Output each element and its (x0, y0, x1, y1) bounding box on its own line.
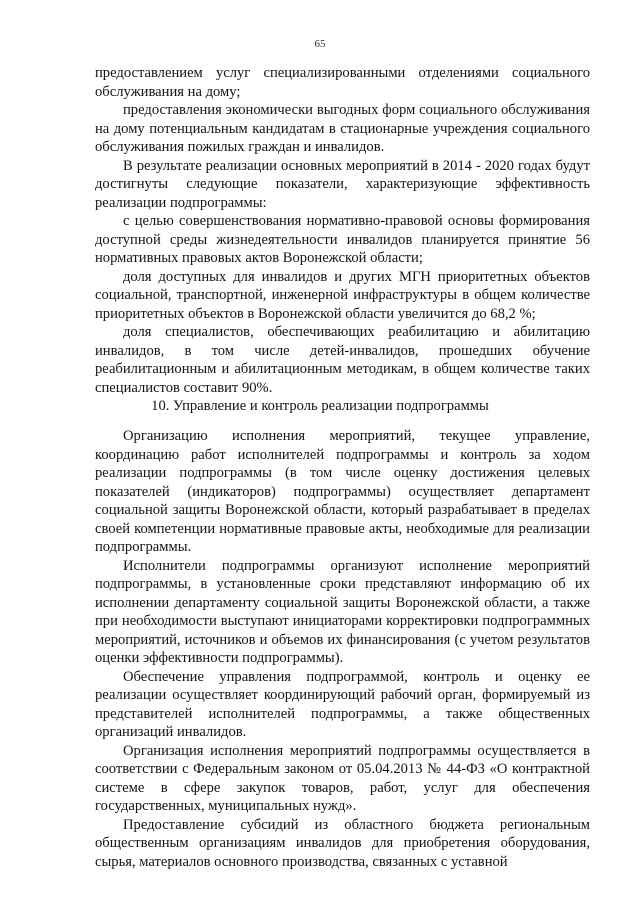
paragraph: доля специалистов, обеспечивающих реабилитацию и абилитацию инвалидов, в том числе детей-инвалидов, прошедших обучение реабилитационным и абилитационным методикам, в общем количестве таких специалистов составит 90%. (95, 324, 590, 396)
paragraph: Обеспечение управления подпрограммой, контроль и оценку ее реализации осуществляет координирующий рабочий орган, формируемый из представителей исполнителей подпрограммы, а также общественных организаций инвалидов. (95, 668, 590, 740)
paragraph: Предоставление субсидий из областного бюджета региональным общественным организациям инвалидов для приобретения оборудования, сырья, материалов основного производства, связанных с уставной (95, 816, 590, 870)
paragraph: Организацию исполнения мероприятий, текущее управление, координацию работ исполнителей подпрограммы и контроль за ходом реализации подпрограммы (в том числе оценку достижения целевых показателей (индикаторов) подпрограммы) осуществляет департамент социальной защиты Воронежской области, который разрабатывает в пределах своей компетенции нормативные правовые акты, необходимые для реализации подпрограммы. (95, 428, 590, 555)
paragraph: доля доступных для инвалидов и других МГН приоритетных объектов социальной, транспортной, инженерной инфраструктуры в общем количестве приоритетных объектов в Воронежской области увеличится до 68,2 %; (95, 268, 590, 322)
page-number: 65 (314, 38, 326, 50)
paragraph: с целью совершенствования нормативно-правовой основы формирования доступной среды жизнедеятельности инвалидов планируется принятие 56 нормативных правовых актов Воронежской области; (95, 213, 590, 266)
paragraph: Исполнители подпрограммы организуют исполнение мероприятий подпрограммы, в установленные сроки представляют информацию об их исполнении департаменту социальной защиты Воронежской области, а также при необходимости выступают инициаторами корректировки подпрограммных мероприятий, источников и объемов их финансирования (с учетом результатов оценки эффективности подпрограммы). (95, 557, 590, 666)
section-body-1 (95, 64, 590, 397)
paragraph: Организация исполнения мероприятий подпрограммы осуществляется в соответствии с Федеральным законом от 05.04.2013 № 44-ФЗ «О контрактной системе в сфере закупок товаров, работ, услуг для обеспечения государственных, муниципальных нужд». (95, 742, 590, 814)
section-heading: 10. Управление и контроль реализации подпрограммы (151, 398, 489, 414)
paragraph: предоставления экономически выгодных форм социального обслуживания на дому потенциальным кандидатам в стационарные учреждения социального обслуживания пожилых граждан и инвалидов. (95, 102, 590, 155)
paragraph: предоставлением услуг специализированными отделениями социального обслуживания на дому; (95, 65, 590, 100)
section-body-2 (95, 427, 590, 871)
paragraph: В результате реализации основных мероприятий в 2014 - 2020 годах будут достигнуты следующие показатели, характеризующие эффективность реализации подпрограммы: (95, 157, 590, 211)
